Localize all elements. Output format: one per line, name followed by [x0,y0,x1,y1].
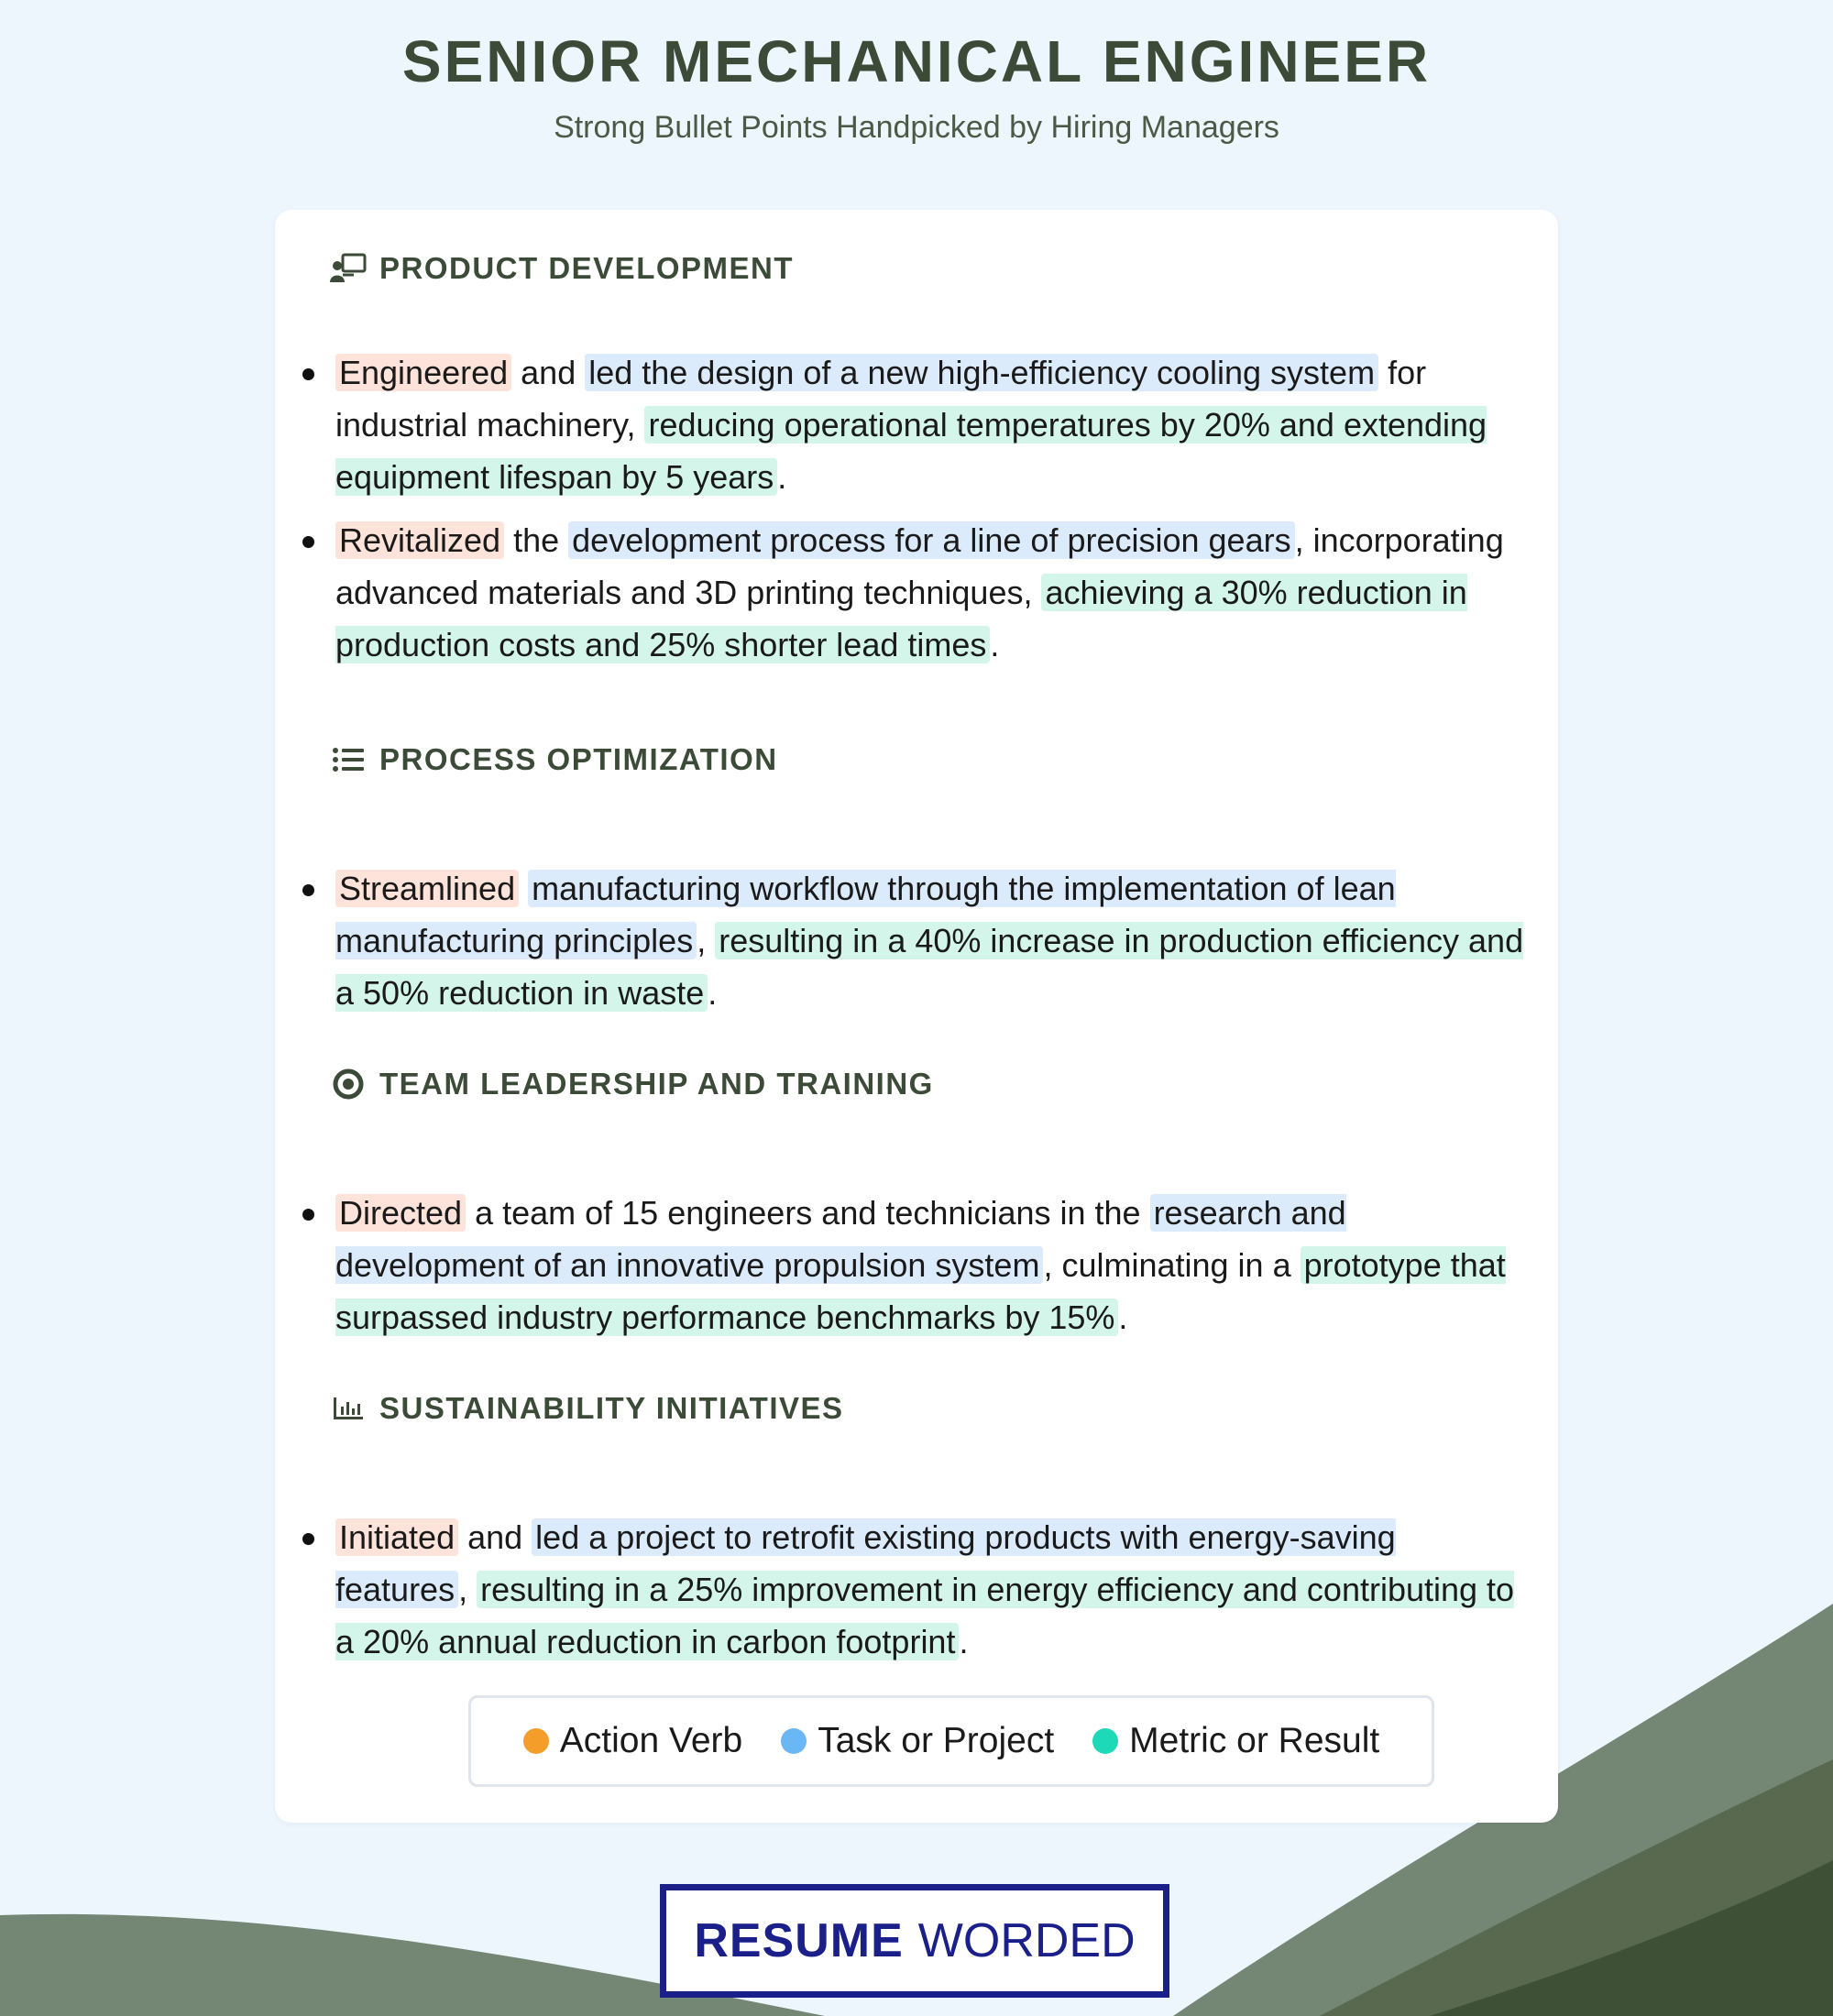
section-title: PROCESS OPTIMIZATION [379,742,778,776]
metric-dot-icon [1092,1728,1118,1754]
action-verb: Engineered [335,354,511,391]
legend-label: Metric or Result [1129,1721,1380,1760]
action-verb: Directed [335,1194,466,1232]
resume-worded-logo [660,1884,1169,1998]
bullet-text [519,870,528,907]
action-verb: Revitalized [335,521,504,559]
page-subtitle: Strong Bullet Points Handpicked by Hiring Managers [554,110,1279,145]
bullet-dot [302,1209,314,1221]
bullet-text: , incorporating advanced materials and 3D printing techniques, [335,521,1504,611]
section-header [328,248,794,289]
action-verb: Streamlined [335,870,519,907]
bullet-text: and [458,1518,532,1556]
action-verb: Initiated [335,1518,458,1556]
task-dot-icon [781,1728,807,1754]
bullet-text: , [458,1571,477,1608]
metric-or-result: resulting in a 40% increase in production efficiency and a 50% reduction in waste [335,922,1524,1012]
bullet-text: . [777,458,787,496]
legend-item-metric [1092,1721,1379,1761]
legend-label: Action Verb [559,1721,743,1760]
bullet-text: the [504,521,569,559]
target-icon [328,1064,368,1104]
bullet-text: for industrial machinery, [335,354,1427,444]
task-or-project: led a project to retrofit existing products with energy-saving features [335,1518,1396,1608]
logo-text-bold: RESUME [694,1914,904,1967]
resume-card [275,210,1558,1823]
section-header [328,740,778,780]
page-header [0,27,1833,146]
logo-text-light: WORDED [917,1914,1136,1967]
legend [468,1695,1434,1787]
bullet-dot [302,1533,314,1545]
section-title: SUSTAINABILITY INITIATIVES [379,1391,844,1425]
section-header [328,1064,934,1104]
bullet-text: . [1118,1298,1128,1336]
bullet-text: . [959,1623,969,1660]
metric-or-result: resulting in a 25% improvement in energy efficiency and contributing to a 20% annual reduction in carbon footprint [335,1571,1515,1660]
presentation-icon [328,248,368,289]
bullet-text: , culminating in a [1043,1246,1301,1284]
bullet-dot [302,368,314,380]
bullet-text: . [708,974,718,1012]
bullet-text: . [990,626,1000,663]
legend-item-action [523,1721,742,1761]
legend-item-task [781,1721,1054,1761]
bullet-text: and [511,354,586,391]
legend-label: Task or Project [818,1721,1055,1760]
task-or-project: development process for a line of precision gears [568,521,1294,559]
task-or-project: led the design of a new high-efficiency cooling system [585,354,1378,391]
action-dot-icon [523,1728,549,1754]
metric-or-result: reducing operational temperatures by 20% and extending equipment lifespan by 5 years [335,406,1487,496]
metric-or-result: prototype that surpassed industry performance benchmarks by 15% [335,1246,1506,1336]
task-or-project: research and development of an innovative propulsion system [335,1194,1346,1284]
section-header [328,1388,844,1429]
section-title: PRODUCT DEVELOPMENT [379,251,795,285]
list-icon [328,740,368,780]
bar-chart-icon [328,1388,368,1429]
section-title: TEAM LEADERSHIP AND TRAINING [379,1067,934,1101]
task-or-project: manufacturing workflow through the implementation of lean manufacturing principles [335,870,1396,959]
metric-or-result: achieving a 30% reduction in production costs and 25% shorter lead times [335,574,1467,663]
bullet-text: , [697,922,716,959]
bullet-text: a team of 15 engineers and technicians in the [466,1194,1150,1232]
bullet-dot [302,884,314,896]
bullet-dot [302,536,314,548]
page-title: SENIOR MECHANICAL ENGINEER [401,28,1432,94]
